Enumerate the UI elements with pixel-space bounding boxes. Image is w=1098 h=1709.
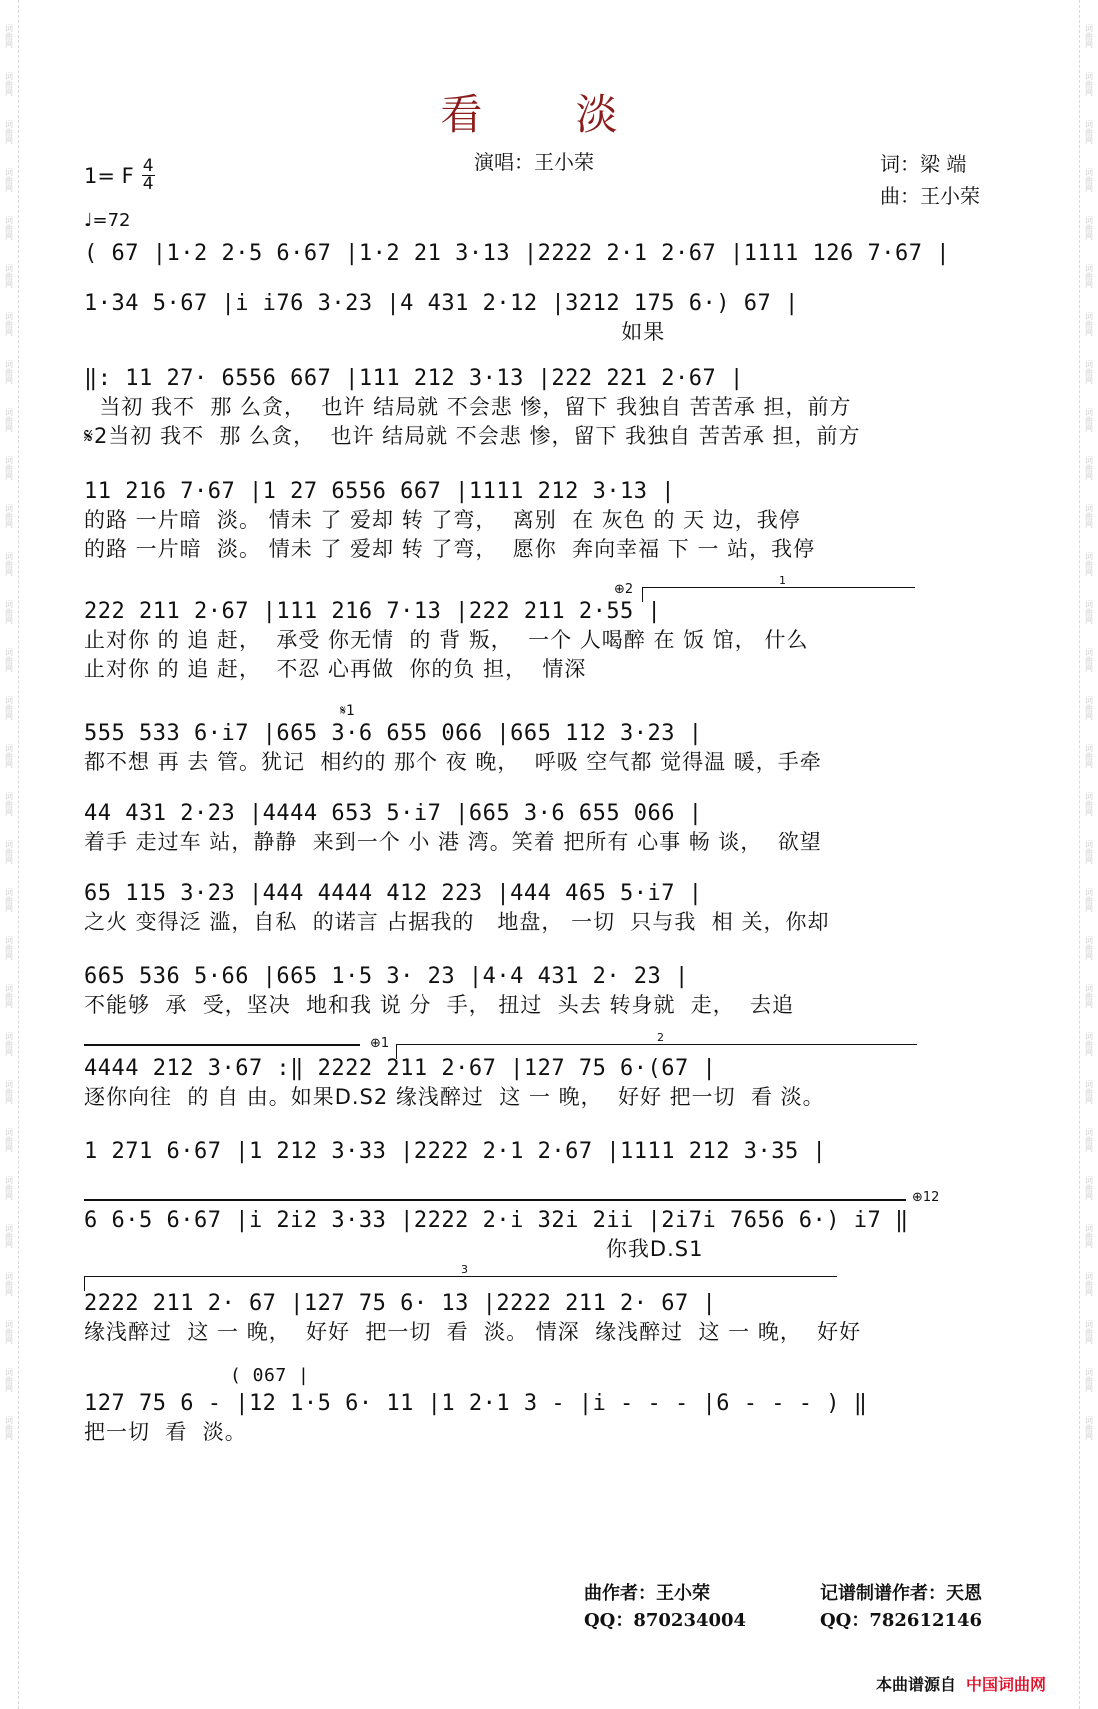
source-credit [876,1672,1046,1695]
watermark-text: 词曲网 [1084,888,1094,912]
watermark-text: 词曲网 [1084,1416,1094,1440]
watermark-text: 词曲网 [1084,216,1094,240]
lyric-line: 的路 一片暗 淡。 情未 了 爱却 转 了弯， 愿你 奔向幸福 下 一 站，我停 [84,537,816,561]
lyric-line: 如果 [84,320,666,344]
watermark-text: 词曲网 [4,936,14,960]
score-system [84,240,1004,268]
watermark-text: 词曲网 [4,408,14,432]
volta-2-number: 2 [657,1031,664,1044]
composer-footer-label: 曲作者：王小荣 [584,1583,710,1604]
transcriber-footer-label: 记谱制谱作者：天恩 [820,1583,982,1604]
watermark-text: 词曲网 [1084,1176,1094,1200]
key-signature [84,158,155,193]
score-system [84,1055,1004,1112]
coda-2-mark: ⊕2 [614,582,634,597]
watermark-text: 词曲网 [4,72,14,96]
watermark-text: 词曲网 [1084,1368,1094,1392]
watermark-text: 词曲网 [4,1176,14,1200]
watermark-text: 词曲网 [1084,456,1094,480]
composer-footer [584,1580,746,1634]
left-watermark-strip [0,0,19,1709]
watermark-text: 词曲网 [1084,744,1094,768]
watermark-text: 词曲网 [1084,72,1094,96]
score-system [84,1290,1004,1347]
watermark-text: 词曲网 [4,600,14,624]
watermark-text: 词曲网 [1084,360,1094,384]
watermark-text: 词曲网 [1084,1128,1094,1152]
lyric-line: 𝄋2当初 我不 那 么贪， 也许 结局就 不会悲 惨，留下 我独自 苦苦承 担，前方 [84,424,861,448]
watermark-text: 词曲网 [1084,792,1094,816]
watermark-text: 词曲网 [1084,936,1094,960]
lyric-line: 着手 走过车 站，静静 来到一个 小 港 湾。笑着 把所有 心事 畅 谈， 欲望 [84,830,822,854]
score-system [84,1138,1004,1166]
score-system [84,290,1004,347]
score-system [84,1390,1004,1447]
lyric-line: 逐你向往 的 自 由。如果D.S2 缘浅醉过 这 一 晚， 好好 把一切 看 淡。 [84,1085,825,1109]
lyric-line: 缘浅醉过 这 一 晚， 好好 把一切 看 淡。 情深 缘浅醉过 这 一 晚， 好好 [84,1320,862,1344]
song-title: 看 淡 [440,90,658,139]
watermark-text: 词曲网 [4,1128,14,1152]
notation-line: 665 536 5·66 |665 1·5 3· 23 |4·4 431 2· 23 | [84,964,689,989]
volta-2-bracket [396,1031,917,1059]
watermark-text: 词曲网 [1084,984,1094,1008]
score-system [84,365,1004,451]
right-watermark-strip [1079,0,1098,1709]
lyric-line: 不能够 承 受，坚决 地和我 说 分 手， 扭过 头去 转身就 走， 去追 [84,993,795,1017]
notation-line: 1·34 5·67 |i i76 3·23 |4 431 2·12 |3212 175 6·) 67 | [84,291,799,316]
watermark-text: 词曲网 [1084,552,1094,576]
watermark-text: 词曲网 [4,552,14,576]
notation-line: 2222 211 2· 67 |127 75 6· 13 |2222 211 2· 67 | [84,1291,717,1316]
time-signature [142,158,155,193]
score-system [84,478,1004,564]
notation-line: 11 216 7·67 |1 27 6556 667 |1111 212 3·13 | [84,479,676,504]
notation-line: 555 533 6·i7 |665 3·6 655 066 |665 112 3·23 | [84,721,703,746]
source-label: 本曲谱源自 [876,1675,957,1694]
tempo-marking: ♩=72 [84,210,131,231]
watermark-text: 词曲网 [1084,120,1094,144]
watermark-text: 词曲网 [4,120,14,144]
notation-line: 4444 212 3·67 :‖ 2222 211 2·67 |127 75 6·(67 | [84,1056,717,1081]
score-system [84,1207,1004,1264]
transcriber-footer-qq: QQ：782612146 [820,1610,983,1631]
watermark-text: 词曲网 [1084,1320,1094,1344]
composer-footer-qq: QQ：870234004 [584,1610,747,1631]
watermark-text: 词曲网 [1084,24,1094,48]
watermark-text: 词曲网 [4,1272,14,1296]
watermark-text: 词曲网 [4,216,14,240]
volta-rule-left [84,1044,360,1046]
watermark-text: 词曲网 [1084,648,1094,672]
watermark-text: 词曲网 [4,1416,14,1440]
watermark-text: 词曲网 [4,888,14,912]
score-system [84,598,1004,684]
watermark-text: 词曲网 [4,24,14,48]
lyric-line: 止对你 的 追 赶， 承受 你无情 的 背 叛， 一个 人喝醉 在 饭 馆， 什么 [84,628,809,652]
lyric-line: 都不想 再 去 管。犹记 相约的 那个 夜 晚， 呼吸 空气都 觉得温 暖，手牵 [84,750,822,774]
volta-3-bracket [84,1263,837,1291]
watermark-text: 词曲网 [4,792,14,816]
lyric-line: 的路 一片暗 淡。 情未 了 爱却 转 了弯， 离别 在 灰色 的 天 边，我停 [84,508,801,532]
notation-line: ‖: 11 27· 6556 667 |111 212 3·13 |222 221 2·67 | [84,366,744,391]
coda-rule [84,1199,906,1201]
segno-1-mark: 𝄋1 [340,703,355,719]
lyric-line: 当初 我不 那 么贪， 也许 结局就 不会悲 惨，留下 我独自 苦苦承 担，前方 [84,395,852,419]
watermark-text: 词曲网 [4,456,14,480]
watermark-text: 词曲网 [1084,504,1094,528]
watermark-text: 词曲网 [1084,1080,1094,1104]
watermark-text: 词曲网 [1084,264,1094,288]
watermark-text: 词曲网 [4,1224,14,1248]
singer-credit: 演唱：王小荣 [474,150,594,174]
time-signature-bottom: 4 [142,174,154,194]
watermark-text: 词曲网 [4,984,14,1008]
watermark-text: 词曲网 [1084,1032,1094,1056]
watermark-text: 词曲网 [4,840,14,864]
watermark-text: 词曲网 [4,696,14,720]
watermark-text: 词曲网 [4,168,14,192]
watermark-text: 词曲网 [1084,840,1094,864]
transcriber-footer [820,1580,982,1634]
key-label: 1= F [84,163,134,188]
notation-line: 65 115 3·23 |444 4444 412 223 |444 465 5·i7 | [84,881,703,906]
watermark-text: 词曲网 [4,1032,14,1056]
source-brand-link[interactable]: 中国词曲网 [966,1675,1047,1694]
watermark-text: 词曲网 [1084,408,1094,432]
watermark-text: 词曲网 [4,1320,14,1344]
watermark-text: 词曲网 [4,1368,14,1392]
watermark-text: 词曲网 [1084,1272,1094,1296]
lyric-line: 把一切 看 淡。 [84,1420,247,1444]
watermark-text: 词曲网 [4,1080,14,1104]
composer-credit: 曲：王小荣 [880,184,980,208]
watermark-text: 词曲网 [1084,1224,1094,1248]
watermark-text: 词曲网 [1084,312,1094,336]
notation-line: 1 271 6·67 |1 212 3·33 |2222 2·1 2·67 |1111 212 3·35 | [84,1139,827,1164]
notation-line: 127 75 6 - |12 1·5 6· 11 |1 2·1 3 - |i - - - |6 - - - ) ‖ [84,1391,868,1416]
notation-line: 44 431 2·23 |4444 653 5·i7 |665 3·6 655 066 | [84,801,703,826]
watermark-text: 词曲网 [4,648,14,672]
volta-3-number: 3 [461,1263,468,1276]
lyric-line: 止对你 的 追 赶， 不忍 心再做 你的负 担， 情深 [84,657,587,681]
alt-phrase: ( 067 | [230,1365,310,1386]
lyric-line: 你我D.S1 [84,1237,704,1261]
notation-line: 6 6·5 6·67 |i 2i2 3·33 |2222 2·i 32i 2ii |2i7i 7656 6·) i7 ‖ [84,1208,909,1233]
notation-line: ( 67 |1·2 2·5 6·67 |1·2 21 3·13 |2222 2·1 2·67 |1111 126 7·67 | [84,241,950,266]
notation-line: 222 211 2·67 |111 216 7·13 |222 211 2·55 | [84,599,662,624]
score-system [84,963,1004,1020]
score-system [84,880,1004,937]
volta-1-bracket [642,574,915,602]
score-system [84,720,1004,777]
time-signature-top: 4 [142,156,154,176]
lyric-line: 之火 变得泛 滥，自私 的诺言 占据我的 地盘， 一切 只与我 相 关，你却 [84,910,830,934]
score-system [84,800,1004,857]
watermark-text: 词曲网 [4,504,14,528]
watermark-text: 词曲网 [1084,600,1094,624]
watermark-text: 词曲网 [4,744,14,768]
watermark-text: 词曲网 [4,312,14,336]
volta-1-number: 1 [779,574,786,587]
watermark-text: 词曲网 [1084,168,1094,192]
coda-12-mark: ⊕12 [912,1190,940,1205]
lyricist-credit: 词：梁 端 [880,152,967,176]
coda-1-mark: ⊕1 [370,1036,390,1051]
watermark-text: 词曲网 [4,264,14,288]
watermark-text: 词曲网 [1084,696,1094,720]
watermark-text: 词曲网 [4,360,14,384]
